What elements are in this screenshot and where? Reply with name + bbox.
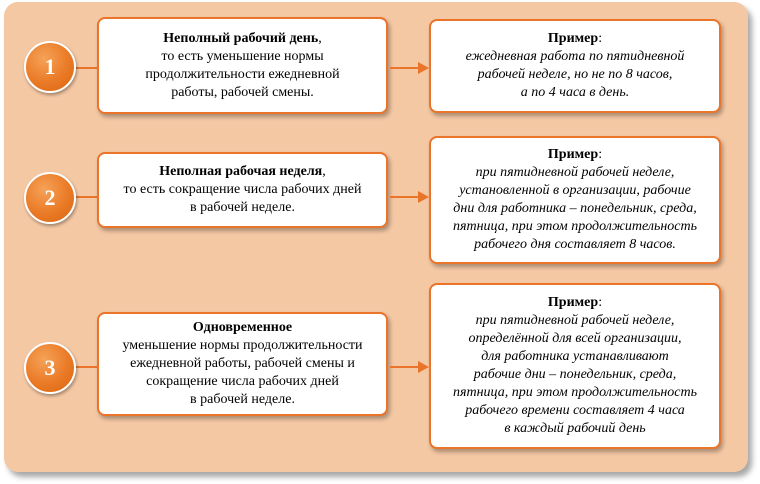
definition-title-2: Неполная рабочая неделя [159, 164, 323, 179]
example-text-line: в каждый рабочий день [504, 421, 646, 436]
example-text-line: при пятидневной рабочей неделе, [475, 313, 675, 328]
example-label-line-2: Пример: [547, 147, 603, 162]
example-text-line: рабочего дня составляет 8 часов. [474, 237, 676, 252]
example-text-line: ежедневная работа по пятидневной [465, 49, 685, 64]
definition-text-line: работы, рабочей смены. [171, 84, 314, 100]
definition-box-3 [97, 312, 388, 416]
example-box-2 [429, 136, 721, 264]
example-text-line: пятница, при этом продолжительность [452, 385, 697, 400]
example-label-line-3: Пример: [547, 295, 603, 310]
definition-text-line: продолжительности ежедневной [145, 66, 340, 82]
example-text-line: установленной в организации, рабочие [459, 183, 691, 198]
example-text-line: дни для работника – понедельник, среда, [453, 201, 697, 216]
example-text-line: рабочие дни – понедельник, среда, [473, 367, 677, 382]
example-text-line: рабочей неделе, но не по 8 часов, [477, 67, 673, 82]
definition-text-line: то есть сокращение числа рабочих дней [123, 182, 362, 197]
definition-text-line: то есть уменьшение нормы [161, 48, 324, 64]
definition-text-line: в рабочей неделе. [190, 392, 295, 407]
example-box-3 [429, 283, 721, 449]
definition-text-line: в рабочей неделе. [190, 200, 295, 215]
definition-title-line-2: Неполная рабочая неделя, [159, 164, 326, 179]
example-text-line: при пятидневной рабочей неделе, [475, 165, 675, 180]
step-number-badge-2: 2 [24, 172, 76, 224]
example-text-line: для работника устанавливают [481, 349, 669, 364]
definition-title-1: Неполный рабочий день [163, 30, 319, 46]
arrow-2 [390, 196, 427, 198]
definition-text-line: ежедневной работы, рабочей смены и [130, 356, 355, 371]
example-text-line: пятница, при этом продолжительность [452, 219, 697, 234]
definition-title-3: Одновременное [192, 320, 293, 335]
definition-box-2 [97, 152, 388, 228]
example-text-line: рабочего времени составляет 4 часа [465, 403, 685, 418]
definition-text-line: сокращение числа рабочих дней [146, 374, 339, 389]
arrow-1 [390, 67, 427, 69]
step-number-badge-3: 3 [24, 342, 76, 394]
example-label-line-1: Пример: [547, 31, 603, 46]
definition-text-line: уменьшение нормы продолжительности [122, 338, 363, 353]
example-box-1 [429, 19, 721, 113]
example-text-line: определённой для всей организации, [468, 331, 682, 346]
example-text-line: а по 4 часа в день. [520, 85, 630, 100]
step-number-badge-1: 1 [24, 41, 76, 93]
arrow-3 [390, 366, 427, 368]
definition-box-1 [97, 17, 388, 114]
definition-title-line-1: Неполный рабочий день, [163, 30, 322, 46]
